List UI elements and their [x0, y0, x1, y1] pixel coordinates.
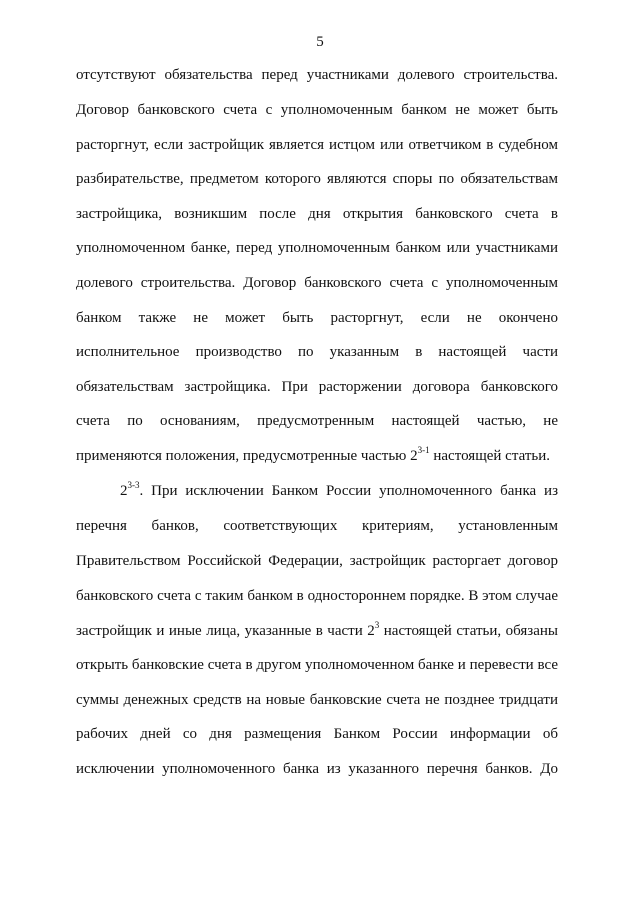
text-line: разбирательстве, предметом которого являются споры по обязательствам [76, 171, 558, 187]
text-line: исключении уполномоченного банка из указанного перечня банков. До [76, 761, 558, 777]
text-line: обязательствам застройщика. При расторжении договора банковского [76, 379, 558, 395]
text-fragment: настоящей статьи. [429, 448, 551, 464]
text-fragment: . При исключении Банком России уполномоченного банка из [139, 483, 558, 499]
text-line: банковского счета с таким банком в одностороннем порядке. В этом случае [76, 588, 558, 604]
text-line: суммы денежных средств на новые банковские счета не позднее тридцати [76, 692, 558, 708]
page-number: 5 [316, 34, 324, 50]
text-line: долевого строительства. Договор банковского счета с уполномоченным [76, 275, 558, 291]
text-line: исполнительное производство по указанным в настоящей части [76, 344, 558, 360]
text-fragment: застройщик и иные лица, указанные в части 2 [76, 623, 375, 639]
superscript-reference: 3 [374, 620, 380, 630]
text-line: открыть банковские счета в другом уполномоченном банке и перевести все [76, 657, 558, 673]
paragraph-heading-line [120, 481, 558, 501]
part-number: 2 [120, 483, 128, 499]
text-line: отсутствуют обязательства перед участниками долевого строительства. [76, 67, 558, 83]
text-fragment: применяются положения, предусмотренные частью 2 [76, 448, 418, 464]
text-line: расторгнут, если застройщик является истцом или ответчиком в судебном [76, 137, 558, 153]
text-line: банком также не может быть расторгнут, если не окончено [76, 310, 558, 326]
text-line: застройщика, возникшим после дня открытия банковского счета в [76, 206, 558, 222]
text-line: счета по основаниям, предусмотренным настоящей частью, не [76, 413, 558, 429]
text-line: Договор банковского счета с уполномоченным банком не может быть [76, 102, 558, 118]
text-line: перечня банков, соответствующих критериям, установленным [76, 518, 558, 534]
text-line-with-reference [76, 446, 558, 466]
text-line: уполномоченном банке, перед уполномоченным банком или участниками [76, 240, 558, 256]
text-line-with-reference [76, 621, 558, 641]
superscript-reference: 3-1 [417, 445, 430, 455]
text-line: рабочих дней со дня размещения Банком России информации об [76, 726, 558, 742]
part-number-superscript: 3-3 [127, 480, 140, 490]
text-line: Правительством Российской Федерации, застройщик расторгает договор [76, 553, 558, 569]
text-fragment: настоящей статьи, обязаны [379, 623, 558, 639]
